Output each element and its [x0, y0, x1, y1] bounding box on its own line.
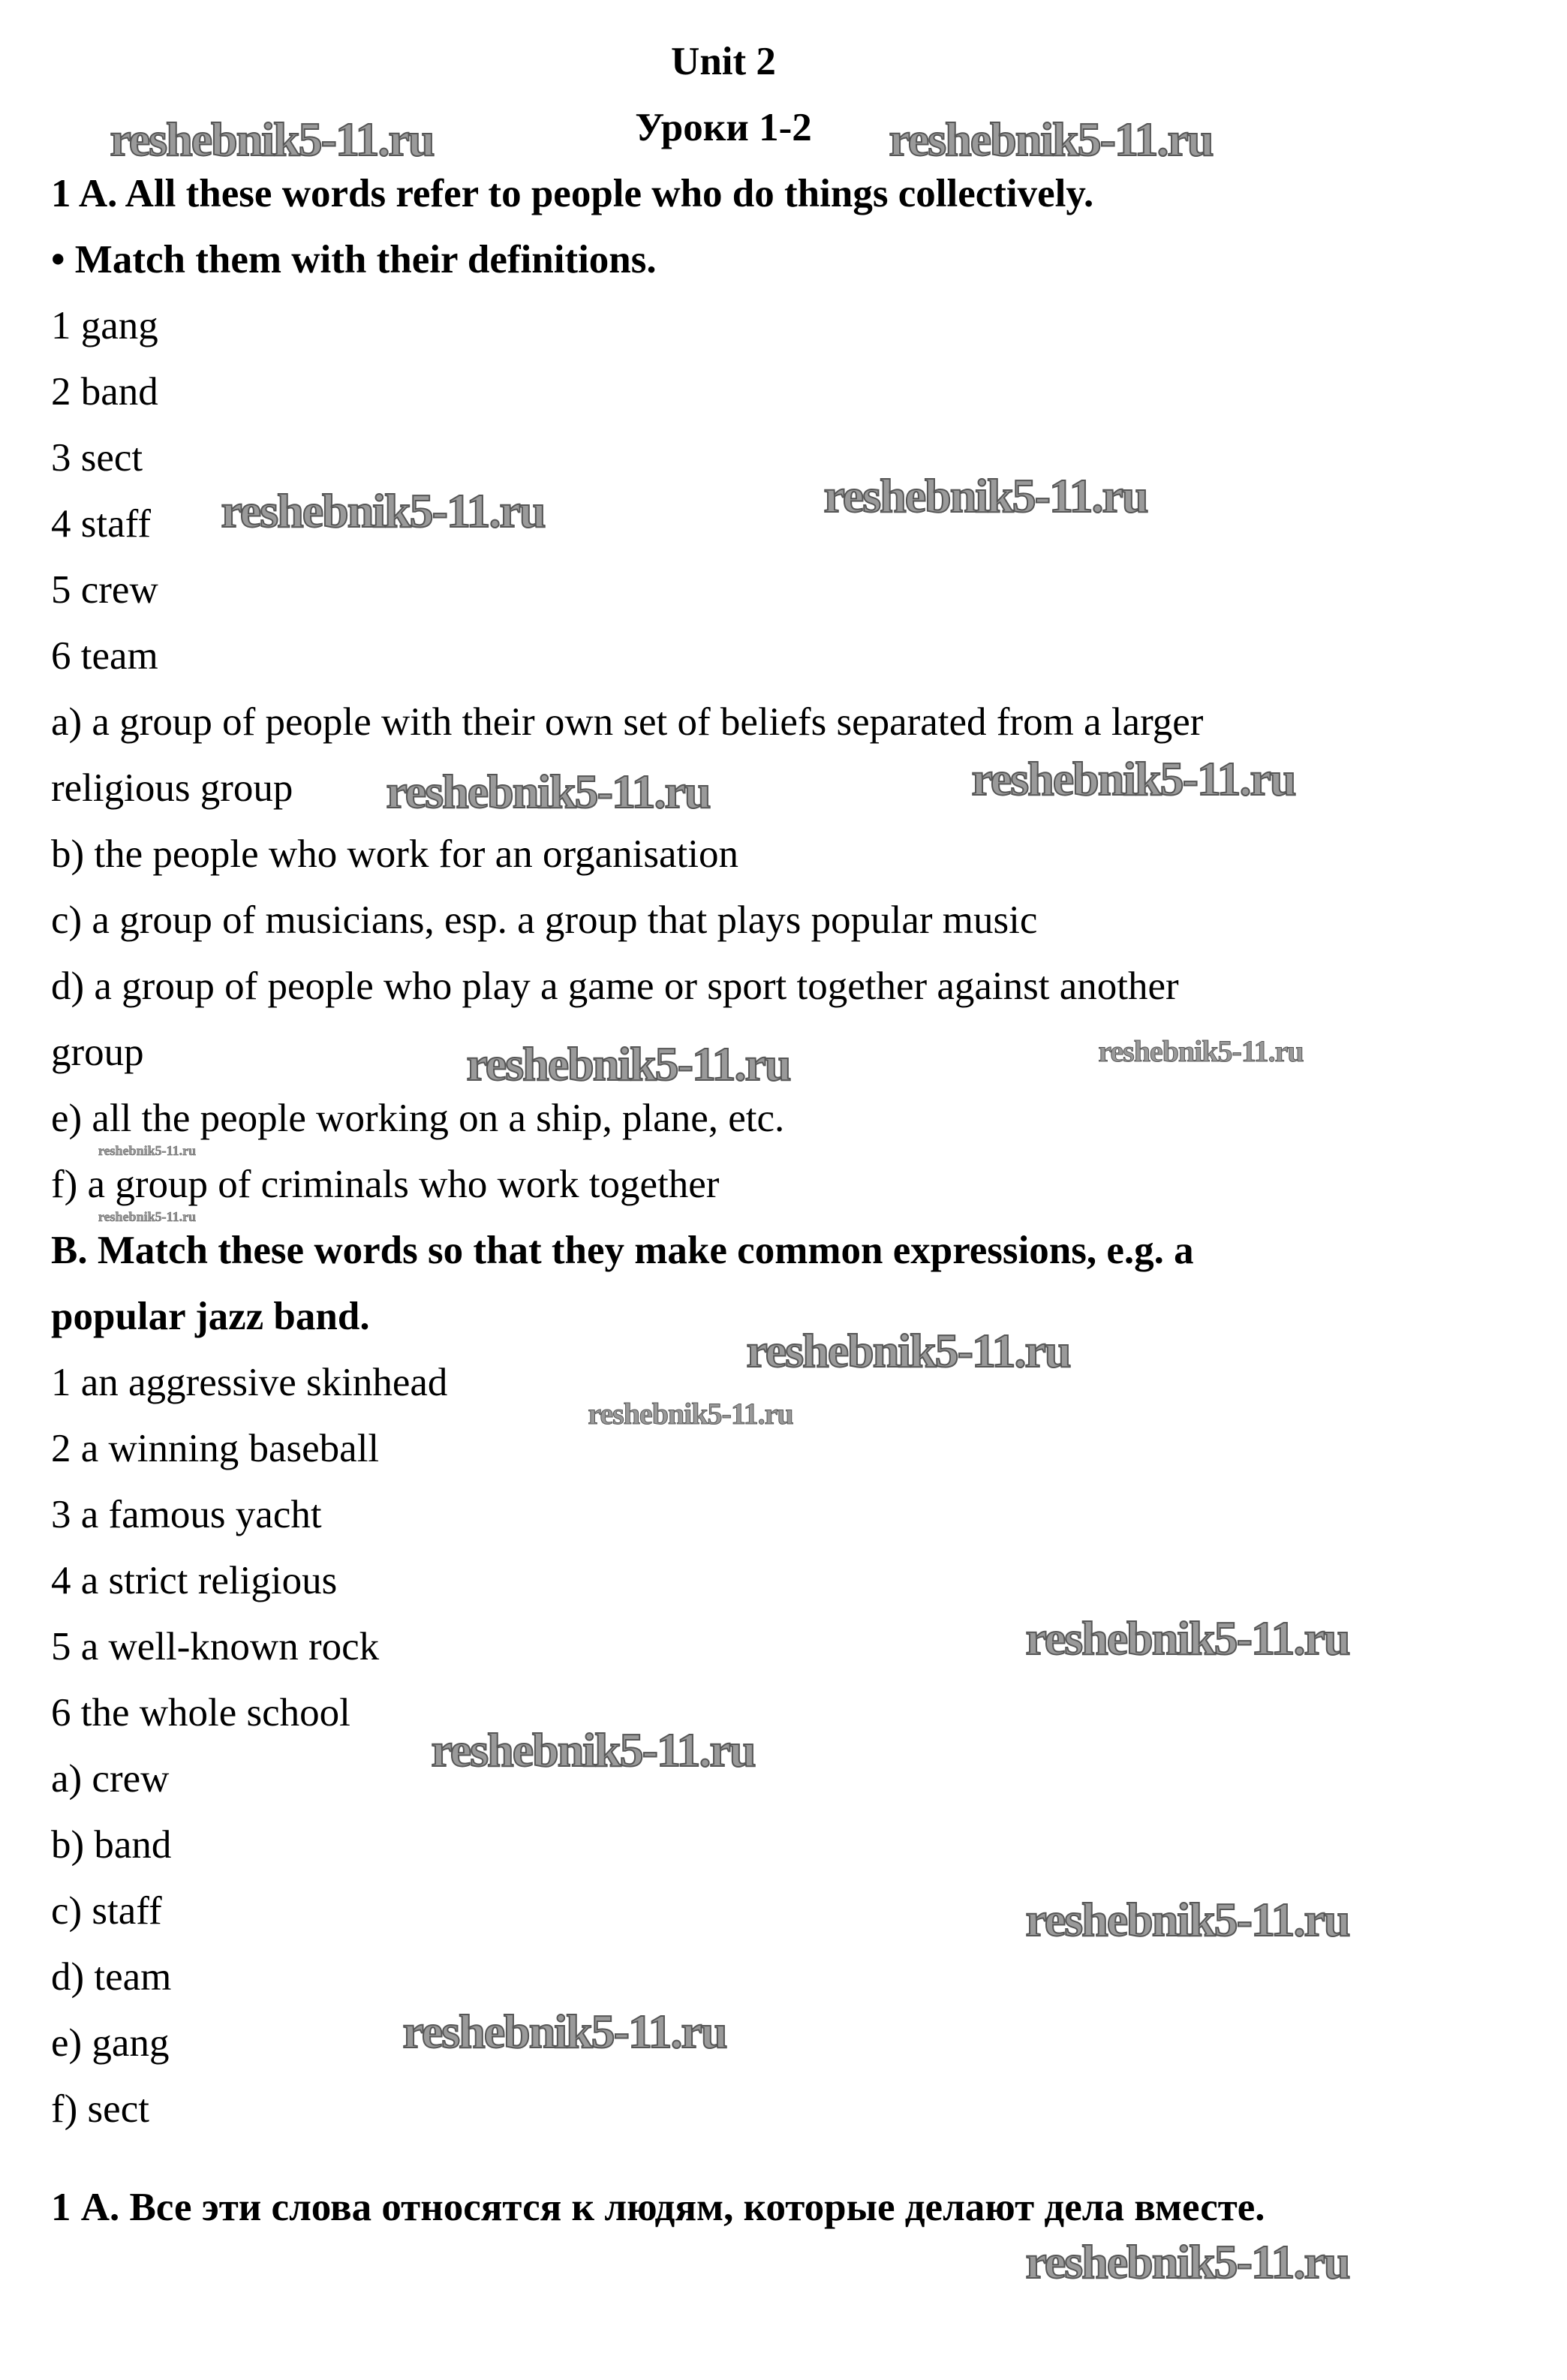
word-item: 4 staff [51, 502, 151, 546]
watermark: reshebnik5-11.ru [431, 1723, 755, 1777]
watermark: reshebnik5-11.ru [1025, 1892, 1349, 1946]
definition-line: a) a group of people with their own set of beliefs separated from a larger [51, 700, 1204, 744]
option-item: e) gang [51, 2021, 170, 2065]
exercise-a-title: 1 A. All these words refer to people who do things collectively. [51, 172, 1094, 215]
watermark: reshebnik5-11.ru [98, 1143, 197, 1159]
option-item: a) crew [51, 1757, 170, 1801]
translation-paragraph: 1 А. Все эти слова относятся к людям, которые делают дела вместе. [51, 2186, 1265, 2229]
option-item: f) sect [51, 2087, 149, 2131]
lessons-title: Уроки 1-2 [635, 106, 812, 149]
word-item: 3 sect [51, 436, 143, 480]
watermark: reshebnik5-11.ru [221, 483, 545, 537]
definition-line: b) the people who work for an organisation [51, 832, 738, 876]
watermark: reshebnik5-11.ru [1025, 1611, 1349, 1665]
unit-title: Unit 2 [671, 40, 776, 83]
watermark: reshebnik5-11.ru [823, 468, 1147, 522]
exercise-a-instruction: • Match them with their definitions. [51, 238, 657, 281]
option-item: d) team [51, 1955, 172, 1999]
watermark: reshebnik5-11.ru [110, 112, 434, 166]
definition-line: d) a group of people who play a game or sport together against another [51, 964, 1179, 1008]
phrase-item: 6 the whole school [51, 1691, 350, 1735]
watermark: reshebnik5-11.ru [466, 1037, 790, 1091]
document-page [51, 29, 1396, 2240]
watermark: reshebnik5-11.ru [889, 112, 1213, 166]
exercise-b-title-cont: popular jazz band. [51, 1295, 370, 1338]
word-item: 1 gang [51, 304, 158, 348]
phrase-item: 4 a strict religious [51, 1559, 338, 1602]
option-item: c) staff [51, 1889, 162, 1933]
watermark: reshebnik5-11.ru [402, 2004, 726, 2058]
word-item: 6 team [51, 634, 158, 678]
word-item: 5 crew [51, 568, 158, 612]
watermark: reshebnik5-11.ru [971, 751, 1295, 805]
option-item: b) band [51, 1823, 172, 1867]
phrase-item: 1 an aggressive skinhead [51, 1361, 448, 1404]
watermark: reshebnik5-11.ru [1025, 2234, 1349, 2288]
watermark: reshebnik5-11.ru [98, 1209, 197, 1225]
exercise-b-title: B. Match these words so that they make common expressions, e.g. a [51, 1229, 1194, 1272]
watermark: reshebnik5-11.ru [746, 1323, 1070, 1377]
phrase-item: 3 a famous yacht [51, 1493, 322, 1536]
definition-line: f) a group of criminals who work together [51, 1163, 720, 1206]
definition-line: c) a group of musicians, esp. a group that plays popular music [51, 898, 1038, 942]
definition-line: e) all the people working on a ship, plane, etc. [51, 1097, 785, 1140]
phrase-item: 5 a well-known rock [51, 1625, 380, 1668]
watermark: reshebnik5-11.ru [1098, 1034, 1304, 1068]
definition-line: group [51, 1031, 144, 1074]
word-item: 2 band [51, 370, 158, 414]
phrase-item: 2 a winning baseball [51, 1427, 380, 1470]
watermark: reshebnik5-11.ru [386, 764, 710, 818]
watermark: reshebnik5-11.ru [588, 1397, 793, 1431]
definition-line: religious group [51, 766, 293, 810]
